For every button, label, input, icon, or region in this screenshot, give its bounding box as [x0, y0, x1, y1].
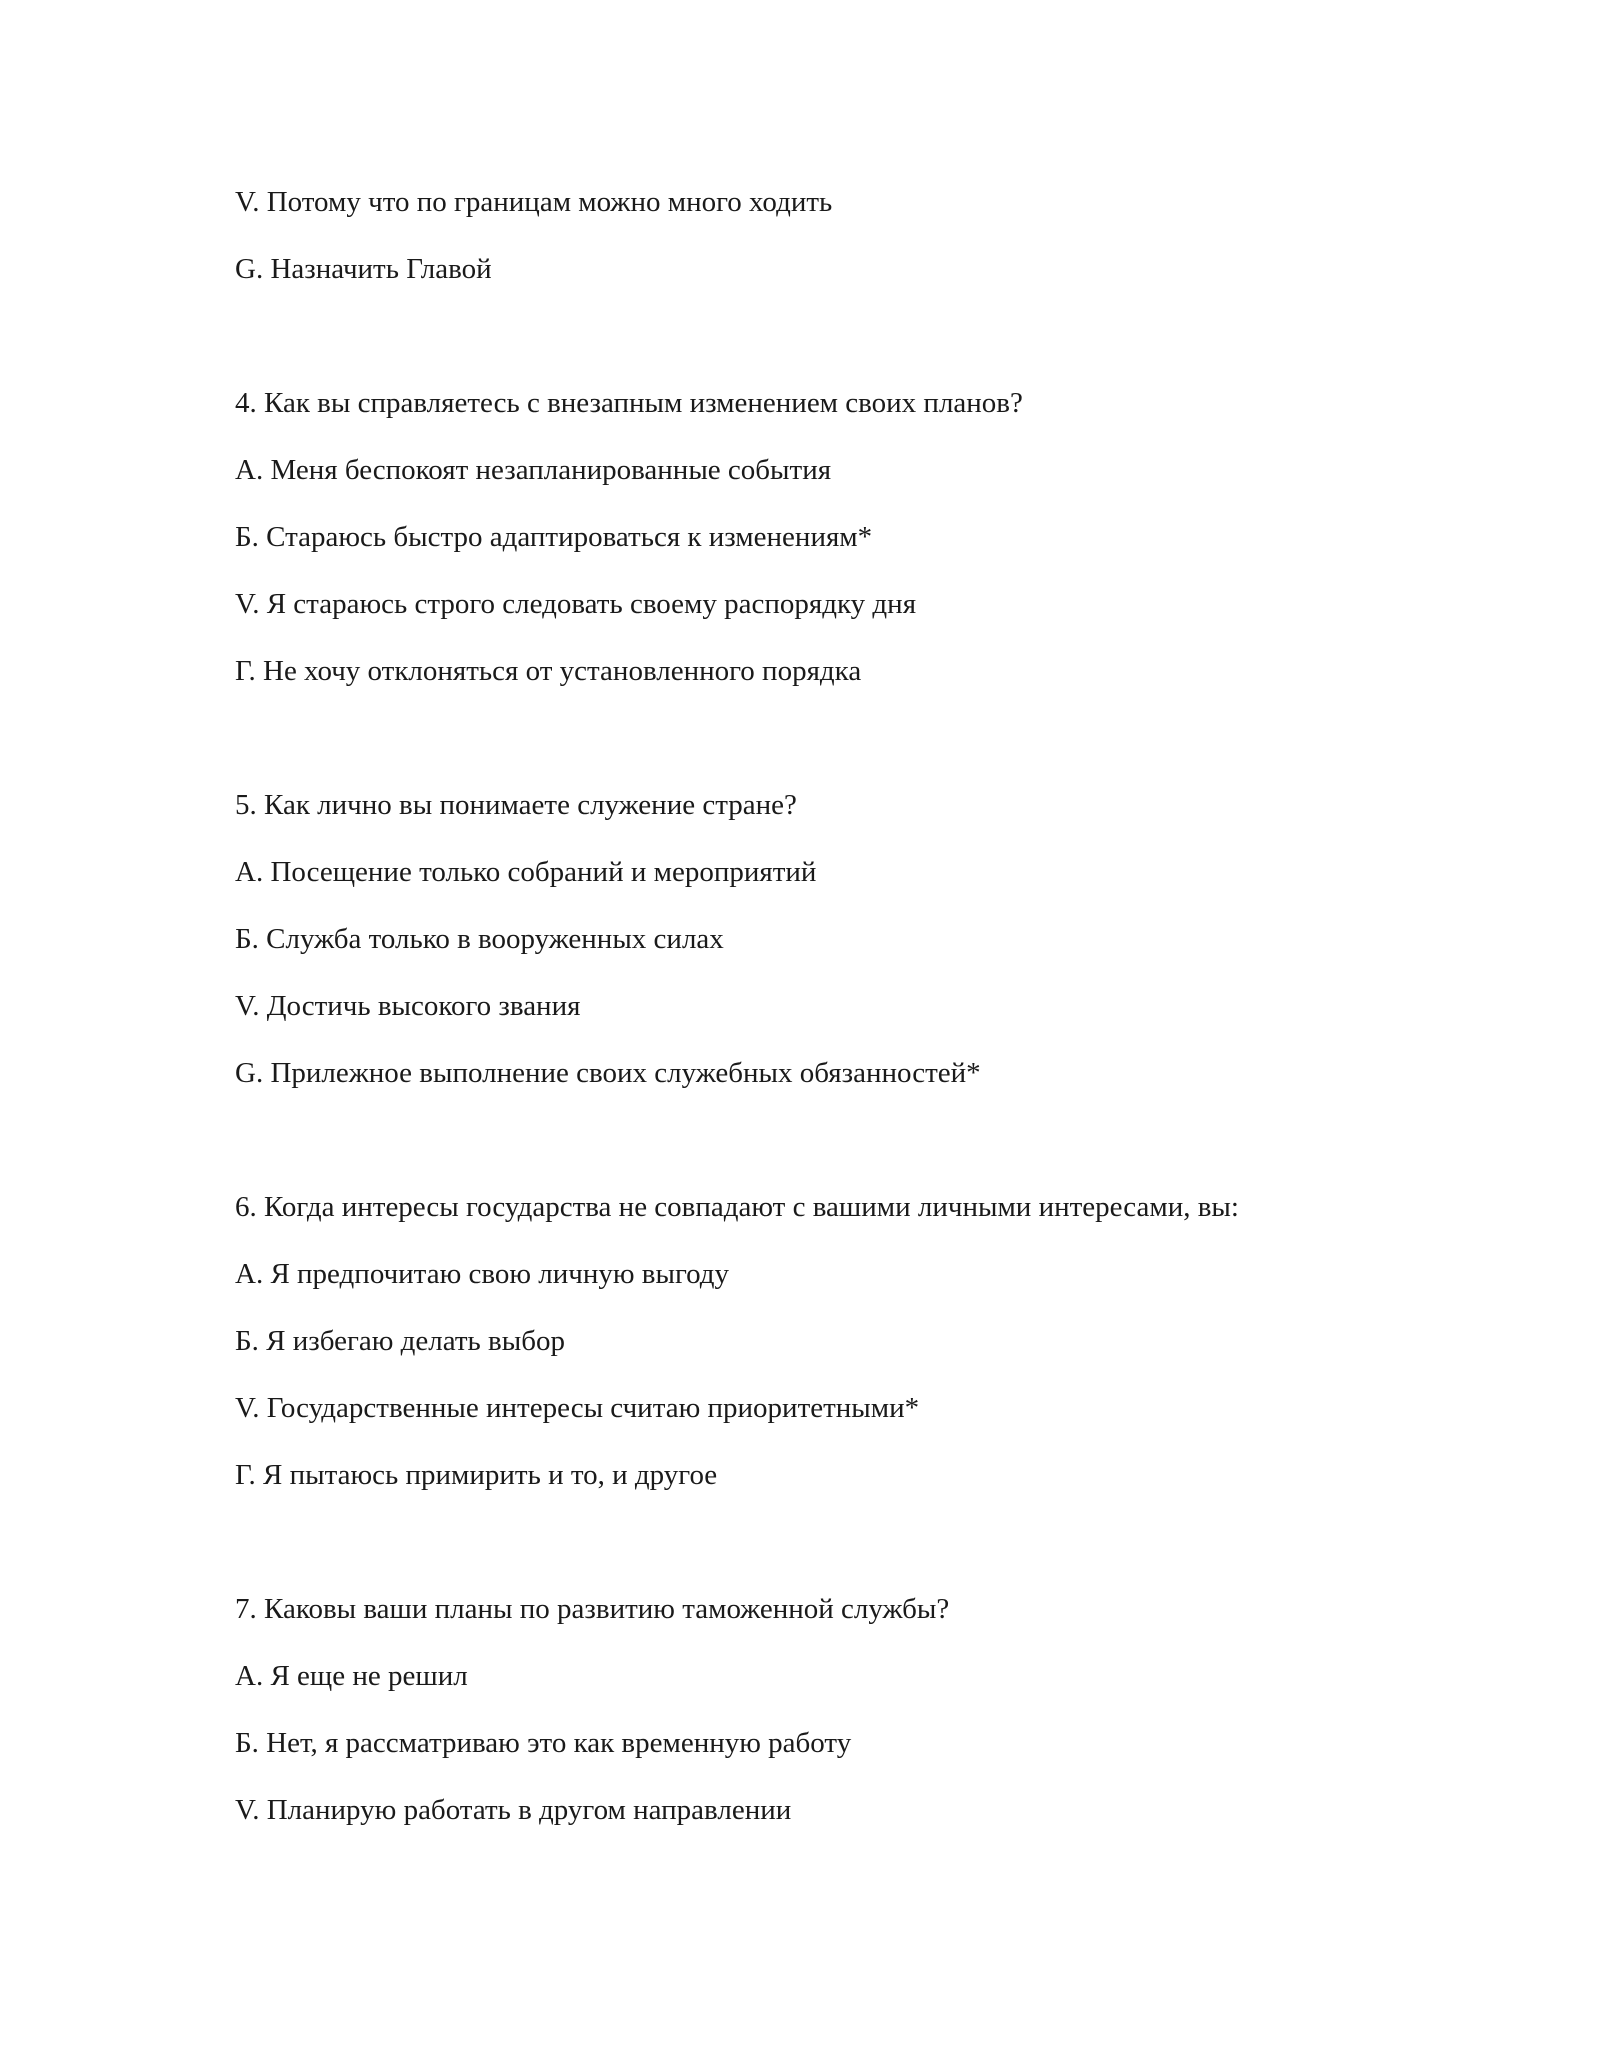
answer-option-4g: Г. Не хочу отклоняться от установленного порядка [235, 655, 862, 687]
answer-option-7a: А. Я еще не решил [235, 1660, 468, 1692]
answer-option-7b: Б. Нет, я рассматриваю это как временную работу [235, 1727, 852, 1759]
answer-option-3v: V. Потому что по границам можно много ходить [235, 186, 833, 218]
spacer [235, 319, 1435, 386]
spacer [235, 1525, 1435, 1592]
answer-option-4v: V. Я стараюсь строго следовать своему распорядку дня [235, 588, 917, 620]
answer-option-4a: А. Меня беспокоят незапланированные события [235, 454, 832, 486]
answer-option-6b: Б. Я избегаю делать выбор [235, 1325, 565, 1357]
question-7: 7. Каковы ваши планы по развитию таможенной службы? [235, 1593, 950, 1625]
answer-option-5b: Б. Служба только в вооруженных силах [235, 923, 724, 955]
answer-option-6g: Г. Я пытаюсь примирить и то, и другое [235, 1459, 718, 1491]
answer-option-5v: V. Достичь высокого звания [235, 990, 581, 1022]
answer-option-4b: Б. Стараюсь быстро адаптироваться к изменениям* [235, 521, 873, 553]
answer-option-5g: G. Прилежное выполнение своих служебных обязанностей* [235, 1057, 981, 1089]
answer-option-5a: А. Посещение только собраний и мероприятий [235, 856, 817, 888]
question-6: 6. Когда интересы государства не совпадают с вашими личными интересами, вы: [235, 1191, 1239, 1223]
answer-option-7v: V. Планирую работать в другом направлении [235, 1794, 792, 1826]
spacer [235, 1123, 1435, 1190]
question-4: 4. Как вы справляетесь с внезапным изменением своих планов? [235, 387, 1023, 419]
question-5: 5. Как лично вы понимаете служение стране? [235, 789, 797, 821]
document-content [235, 185, 1435, 1860]
answer-option-6a: А. Я предпочитаю свою личную выгоду [235, 1258, 730, 1290]
spacer [235, 721, 1435, 788]
answer-option-6v: V. Государственные интересы считаю приоритетными* [235, 1392, 920, 1424]
answer-option-3g: G. Назначить Главой [235, 253, 492, 285]
